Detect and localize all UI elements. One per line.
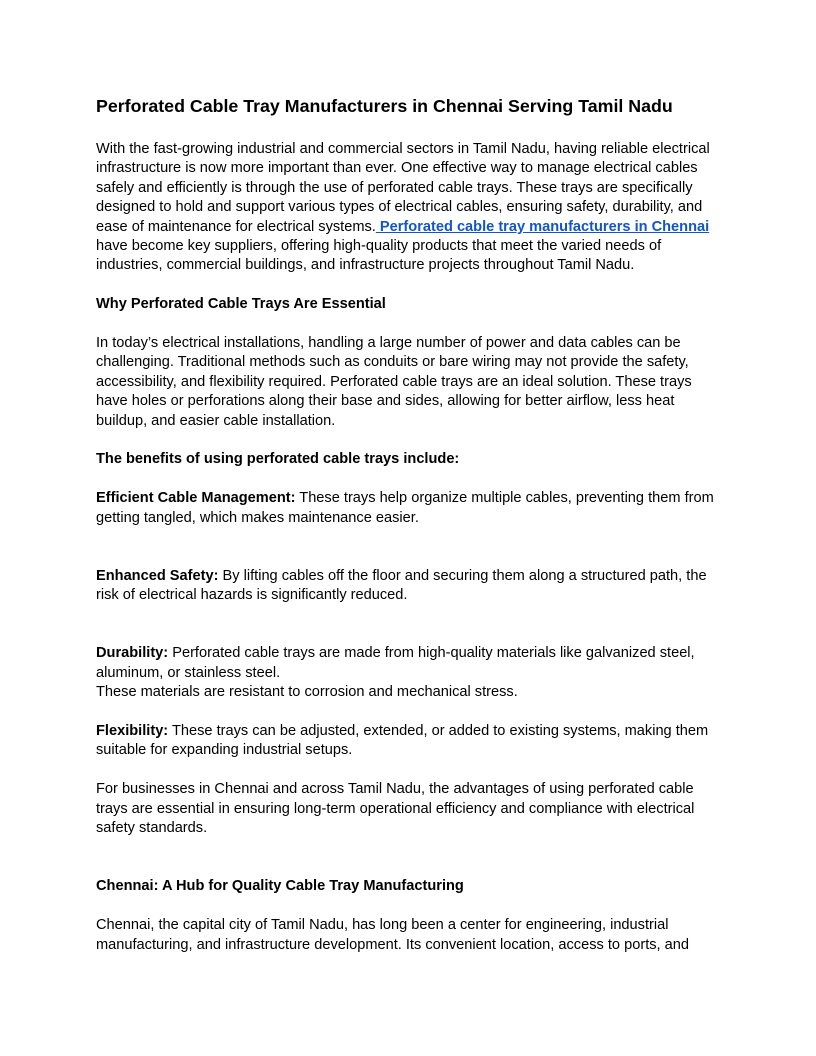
intro-text-before-link: With the fast-growing industrial and commercial sectors in Tamil Nadu, having reliable electrical infrastructure is now more important than ever. One effective way to manage electrical cables safely and efficiently is through the use of perforated cable trays. These trays are specifically designed to hold and support various types of electrical cables, ensuring safety, durability, and ease of maintenance for electrical systems. <box>96 141 710 235</box>
benefit-label: Efficient Cable Management: <box>96 490 296 507</box>
benefit-text: Perforated cable trays are made from high-quality materials like galvanized steel, aluminum, or stainless steel. <box>96 645 695 681</box>
benefits-closing-paragraph: For businesses in Chennai and across Tamil Nadu, the advantages of using perforated cable trays are essential in ensuring long-term operational efficiency and compliance with electrical safety standards. <box>96 781 695 837</box>
benefit-item-flexibility <box>96 722 720 761</box>
document-title: Perforated Cable Tray Manufacturers in Chennai Serving Tamil Nadu <box>96 96 673 116</box>
benefit-label: Durability: <box>96 645 169 662</box>
manufacturers-link[interactable]: Perforated cable tray manufacturers in Chennai <box>375 218 710 235</box>
benefit-item-durability <box>96 644 720 683</box>
document-page <box>96 92 720 955</box>
intro-text-after-link: have become key suppliers, offering high-quality products that meet the varied needs of industries, commercial buildings, and infrastructure projects throughout Tamil Nadu. <box>96 238 662 274</box>
chennai-section-heading: Chennai: A Hub for Quality Cable Tray Manufacturing <box>96 878 464 895</box>
why-section-heading: Why Perforated Cable Trays Are Essential <box>96 296 386 313</box>
benefit-text: These trays help organize multiple cables, preventing them from getting tangled, which makes maintenance easier. <box>96 490 714 526</box>
benefit-text: By lifting cables off the floor and securing them along a structured path, the risk of electrical hazards is significantly reduced. <box>96 567 707 604</box>
benefit-text: These trays can be adjusted, extended, or added to existing systems, making them suitable for expanding industrial setups. <box>96 723 709 759</box>
benefits-heading: The benefits of using perforated cable trays include: <box>96 451 460 468</box>
benefit-durability-extra-line: These materials are resistant to corrosion and mechanical stress. <box>96 684 518 701</box>
chennai-section-body: Chennai, the capital city of Tamil Nadu, has long been a center for engineering, industrial manufacturing, and infrastructure development. Its convenient location, access to ports, and <box>96 917 689 953</box>
why-section-body: In today’s electrical installations, handling a large number of power and data cables can be challenging. Traditional methods such as conduits or bare wiring may not provide the safety, accessibility, and flexibility required. Perforated cable trays are an ideal solution. These trays have holes or perforations along their base and sides, allowing for better airflow, less heat buildup, and easier cable installation. <box>96 335 692 429</box>
benefit-item-cable-management <box>96 489 720 528</box>
benefit-item-safety <box>96 567 720 606</box>
intro-paragraph <box>96 140 720 276</box>
benefit-label: Flexibility: <box>96 723 169 740</box>
benefit-label: Enhanced Safety: <box>96 567 219 584</box>
